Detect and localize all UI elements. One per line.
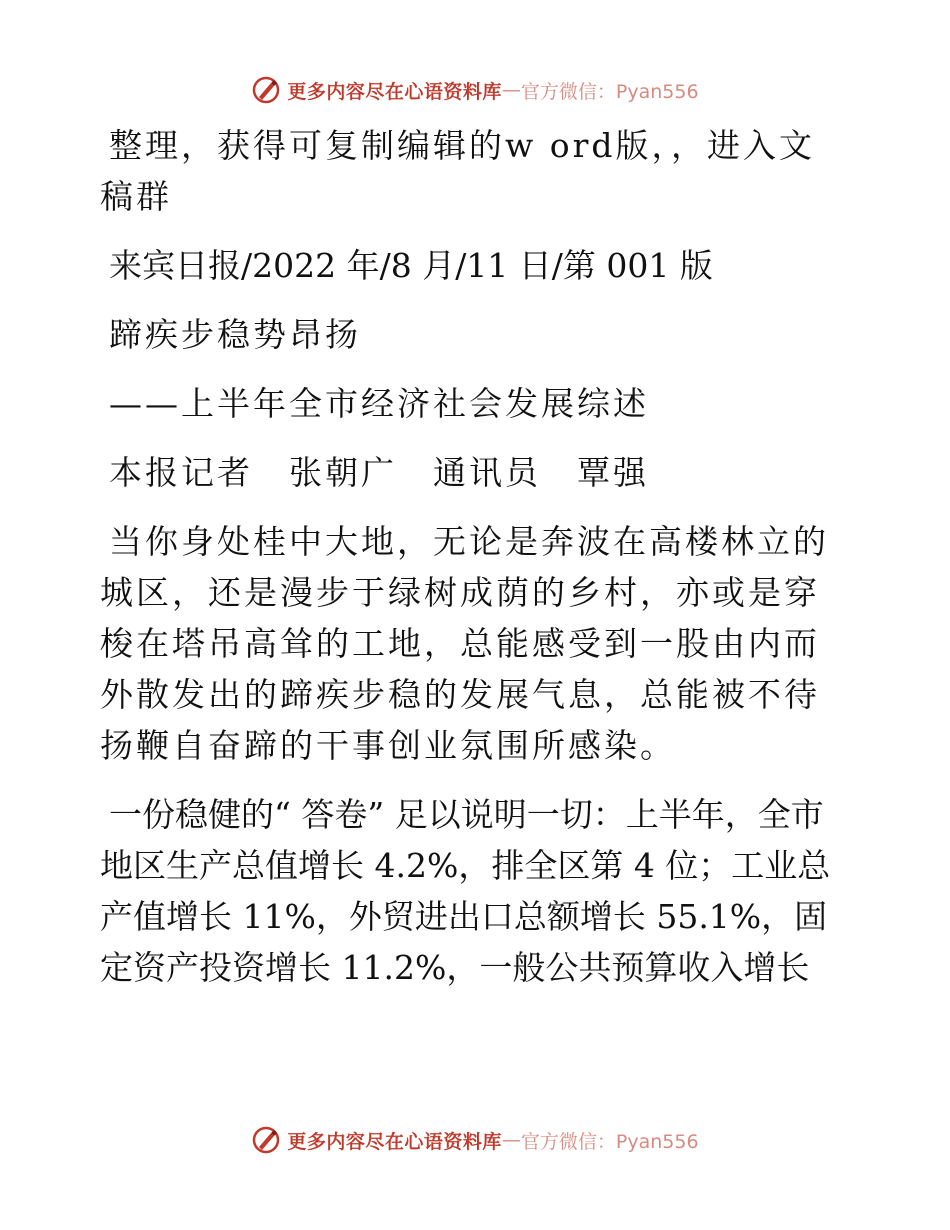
footer-brand-text: 更多内容尽在心语资料库 [287, 1130, 502, 1153]
headline: 蹄疾步稳势昂扬 [109, 315, 361, 354]
footer-separator: — [501, 1129, 521, 1151]
source-line: 来宾日报/2022 年/8 月/11 日/第 001 版 [109, 246, 713, 285]
paragraph-1: 当你身处桂中大地，无论是奔波在高楼林立的城区，还是漫步于绿树成荫的乡村，亦或是穿梭在塔吊高耸的工地，总能感受到一股由内而外散发出的蹄疾步稳的发展气息，总能被不待扬鞭自奋蹄的干事创业氛围所感染。 [100, 522, 829, 765]
footer-banner [0, 1120, 950, 1160]
pen-logo-icon [251, 75, 281, 105]
header-brand-text: 更多内容尽在心语资料库 [287, 80, 502, 103]
intro-text: 整理，获得可复制编辑的w ord版，，进入文稿群 [100, 126, 816, 216]
paragraph-2: 一份稳健的“ 答卷” 足以说明一切：上半年，全市地区生产总值增长 4.2%，排全区第 4 位；工业总产值增长 11%，外贸进出口总额增长 55.1%，固定资产投资增长 11.2%，一般公共预算收入增长 [100, 795, 831, 987]
subheadline: ——上半年全市经济社会发展综述 [109, 384, 649, 423]
pen-logo-icon [251, 1125, 281, 1155]
byline: 本报记者 张朝广 通讯员 覃强 [109, 453, 649, 492]
header-wechat-text: 官方微信：Pyan556 [520, 80, 699, 103]
header-banner [0, 70, 950, 110]
header-separator: — [501, 79, 521, 101]
footer-wechat-text: 官方微信：Pyan556 [520, 1130, 699, 1153]
document-body [100, 120, 850, 1011]
